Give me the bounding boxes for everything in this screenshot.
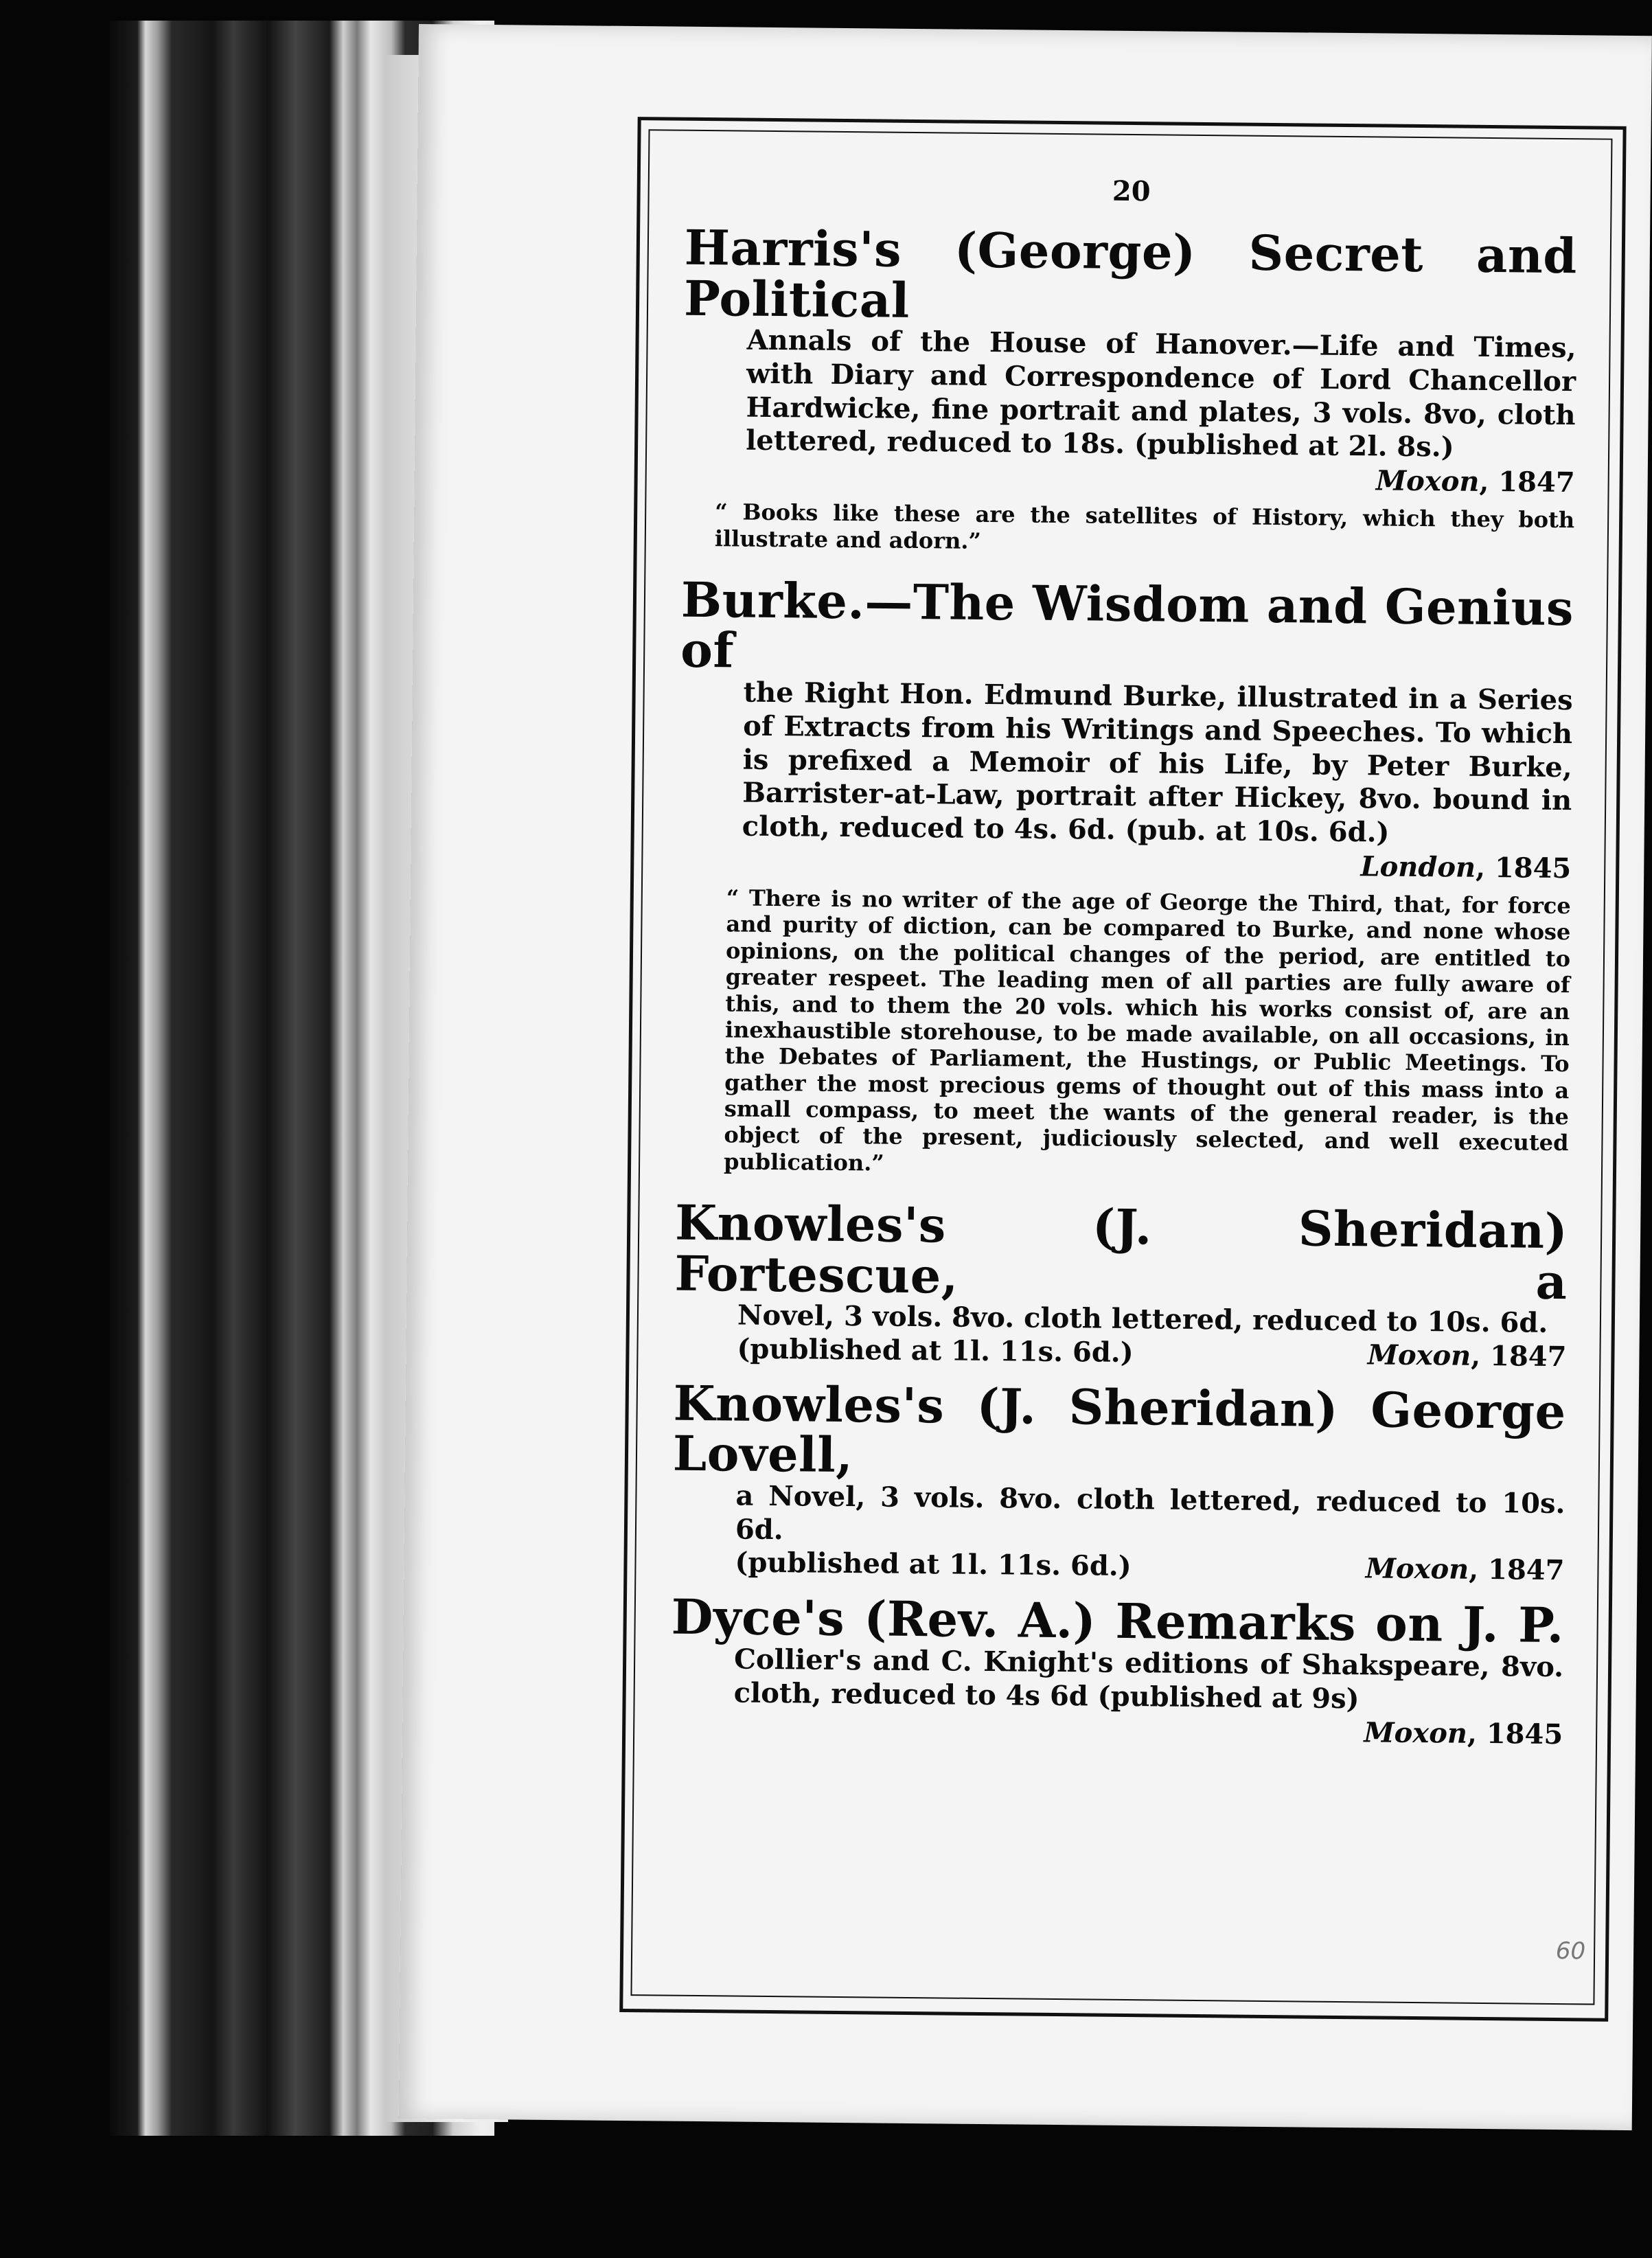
catalogue-entry-burke [676, 571, 1574, 1183]
page-content [670, 171, 1578, 1753]
entry-description: Collier's and C. Knight's editions of Shakspeare, 8vo. cloth, reduced to 4s 6d (published at 9s) [733, 1643, 1564, 1715]
entry-imprint [1365, 1553, 1564, 1588]
entry-heading: Knowles's (J. Sheridan) George Lovell, [672, 1374, 1567, 1484]
catalogue-entry-dyce [670, 1588, 1565, 1753]
publisher: Moxon [1364, 1716, 1468, 1750]
publisher: Moxon [1367, 1338, 1471, 1372]
entry-description: the Right Hon. Edmund Burke, illustrated in a Series of Extracts from his Writings and Speeches. To which is prefixed a Memoir of his Life, by Peter Burke, Barrister-at-Law, portrait after Hickey, 8vo. bound in cloth, reduced to 4s. 6d. (pub. at 10s. 6d.) [742, 676, 1573, 849]
entry-heading: Burke.—The Wisdom and Genius of [680, 571, 1574, 679]
publisher: Moxon [1365, 1552, 1469, 1586]
entry-price-imprint-row [735, 1547, 1564, 1588]
entry-review-quote: “ There is no writer of the age of George the Third, that, for force and purity of diction, can be compared to Burke, and none whose opinions, on the political changes of the period, are entitled to greater respeet. The leading men of all parties are fully aware of this, and to them the 20 vols. which his works consist of, are an inexhaustible storehouse, to be made available, on all occasions, in the Debates of Parliament, the Hustings, or Public Meetings. To gather the most precious gems of thought out of this mass into a small compass, to meet the wants of the general reader, is the object of the present, judiciously selected, and well executed publication.” [723, 885, 1571, 1176]
entry-heading: Dyce's (Rev. A.) Remarks on J. P. [671, 1588, 1565, 1654]
published-price: (published at 1l. 11s. 6d.) [735, 1546, 1132, 1583]
entry-review-quote: “ Books like these are the satellites of History, which they both illustrate and adorn.” [714, 499, 1575, 554]
year: , 1847 [1471, 1339, 1567, 1373]
year: , 1847 [1479, 466, 1575, 499]
entry-heading: Harris's (George) Secret and Political [683, 218, 1578, 329]
catalogue-entry-knowles-lovell [672, 1374, 1567, 1588]
entry-description: Annals of the House of Hanover.—Life and Times, with Diary and Correspondence of Lord Chancellor Hardwicke, fine portrait and plates, 3 vols. 8vo, cloth lettered, reduced to 18s. (published at 2l. 8s.) [745, 323, 1576, 464]
year: , 1845 [1475, 851, 1572, 885]
entry-description: a Novel, 3 vols. 8vo. cloth lettered, reduced to 10s. 6d. [735, 1479, 1565, 1546]
entry-heading: Knowles's (J. Sheridan) Fortescue, a [674, 1194, 1568, 1310]
catalogue-entry-knowles-fortescue [674, 1194, 1568, 1374]
publisher: Moxon [1375, 464, 1480, 499]
pencil-margin-note: 60 [1555, 1937, 1586, 1965]
catalogue-page [399, 24, 1652, 2130]
entry-description: Novel, 3 vols. 8vo. cloth lettered, reduced to 10s. 6d. [737, 1299, 1548, 1340]
entry-price-imprint-row [737, 1333, 1566, 1374]
catalogue-entry-harris [682, 218, 1578, 560]
year: , 1845 [1467, 1718, 1563, 1751]
entry-imprint [1367, 1338, 1566, 1374]
page-number: 20 [1112, 174, 1151, 208]
year: , 1847 [1469, 1553, 1565, 1587]
publisher: London [1360, 850, 1476, 884]
published-price: (published at 1l. 11s. 6d.) [737, 1332, 1134, 1369]
